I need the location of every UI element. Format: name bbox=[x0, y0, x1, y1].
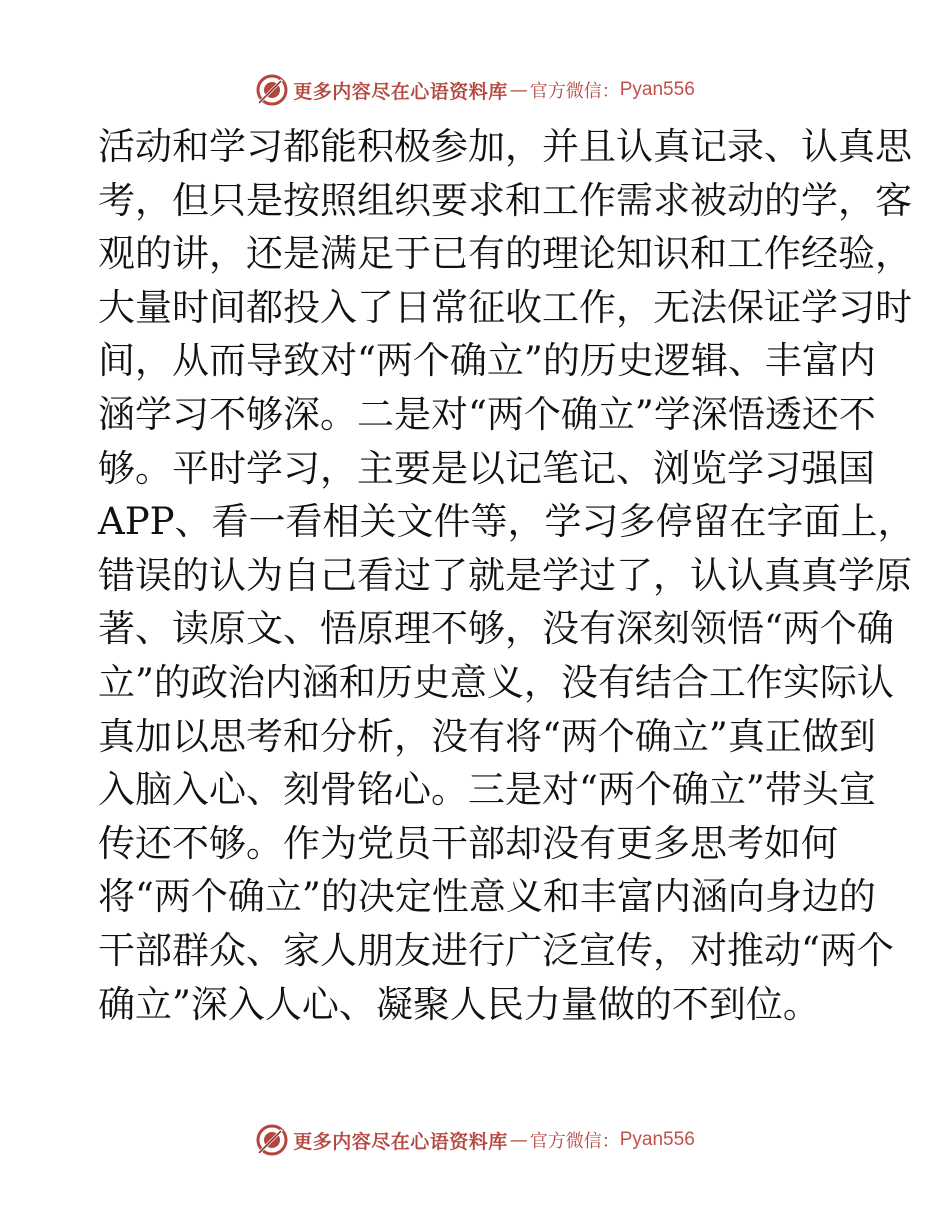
footer-banner bbox=[0, 1120, 950, 1160]
text-line: 间，从而导致对“两个确立”的历史逻辑、丰富内 bbox=[98, 339, 876, 383]
wechat-id: Pyan556 bbox=[619, 79, 695, 100]
brand-text: 更多内容尽在心语资料库 bbox=[293, 1130, 508, 1153]
pen-logo-icon bbox=[255, 73, 289, 107]
official-label: 官方微信： bbox=[529, 1131, 620, 1152]
text-line: 够。平时学习，主要是以记笔记、浏览学习强国 bbox=[98, 446, 875, 490]
text-line: 干部群众、家人朋友进行广泛宣传，对推动“两个 bbox=[98, 928, 894, 972]
brand-text: 更多内容尽在心语资料库 bbox=[293, 80, 508, 103]
text-line: 立”的政治内涵和历史意义，没有结合工作实际认 bbox=[98, 660, 894, 704]
text-line: 活动和学习都能积极参加，并且认真记录、认真思 bbox=[98, 125, 912, 168]
text-line: 著、读原文、悟原理不够，没有深刻领悟“两个确 bbox=[98, 607, 894, 651]
text-line: 大量时间都投入了日常征收工作，无法保证学习时 bbox=[98, 285, 912, 329]
text-line: 将“两个确立”的决定性意义和丰富内涵向身边的 bbox=[98, 875, 876, 919]
pen-logo-icon bbox=[255, 1123, 289, 1157]
document-body bbox=[98, 120, 915, 1031]
text-line: 真加以思考和分析，没有将“两个确立”真正做到 bbox=[98, 714, 876, 758]
text-line: 入脑入心、刻骨铭心。三是对“两个确立”带头宣 bbox=[98, 768, 876, 812]
banner-separator: — bbox=[509, 1129, 528, 1151]
text-line: APP、看一看相关文件等，学习多停留在字面上， bbox=[98, 500, 915, 544]
header-banner bbox=[0, 70, 950, 110]
text-line: 观的讲，还是满足于已有的理论知识和工作经验， bbox=[98, 232, 912, 276]
text-line: 确立”深入人心、凝聚人民力量做的不到位。 bbox=[98, 982, 820, 1026]
text-line: 传还不够。作为党员干部却没有更多思考如何 bbox=[98, 821, 838, 865]
text-line: 考，但只是按照组织要求和工作需求被动的学，客 bbox=[98, 178, 912, 222]
official-label: 官方微信： bbox=[529, 81, 620, 102]
text-line: 错误的认为自己看过了就是学过了，认认真真学原 bbox=[98, 553, 912, 597]
text-line: 涵学习不够深。二是对“两个确立”学深悟透还不 bbox=[98, 392, 876, 436]
banner-separator: — bbox=[509, 79, 528, 101]
wechat-id: Pyan556 bbox=[619, 1129, 695, 1150]
